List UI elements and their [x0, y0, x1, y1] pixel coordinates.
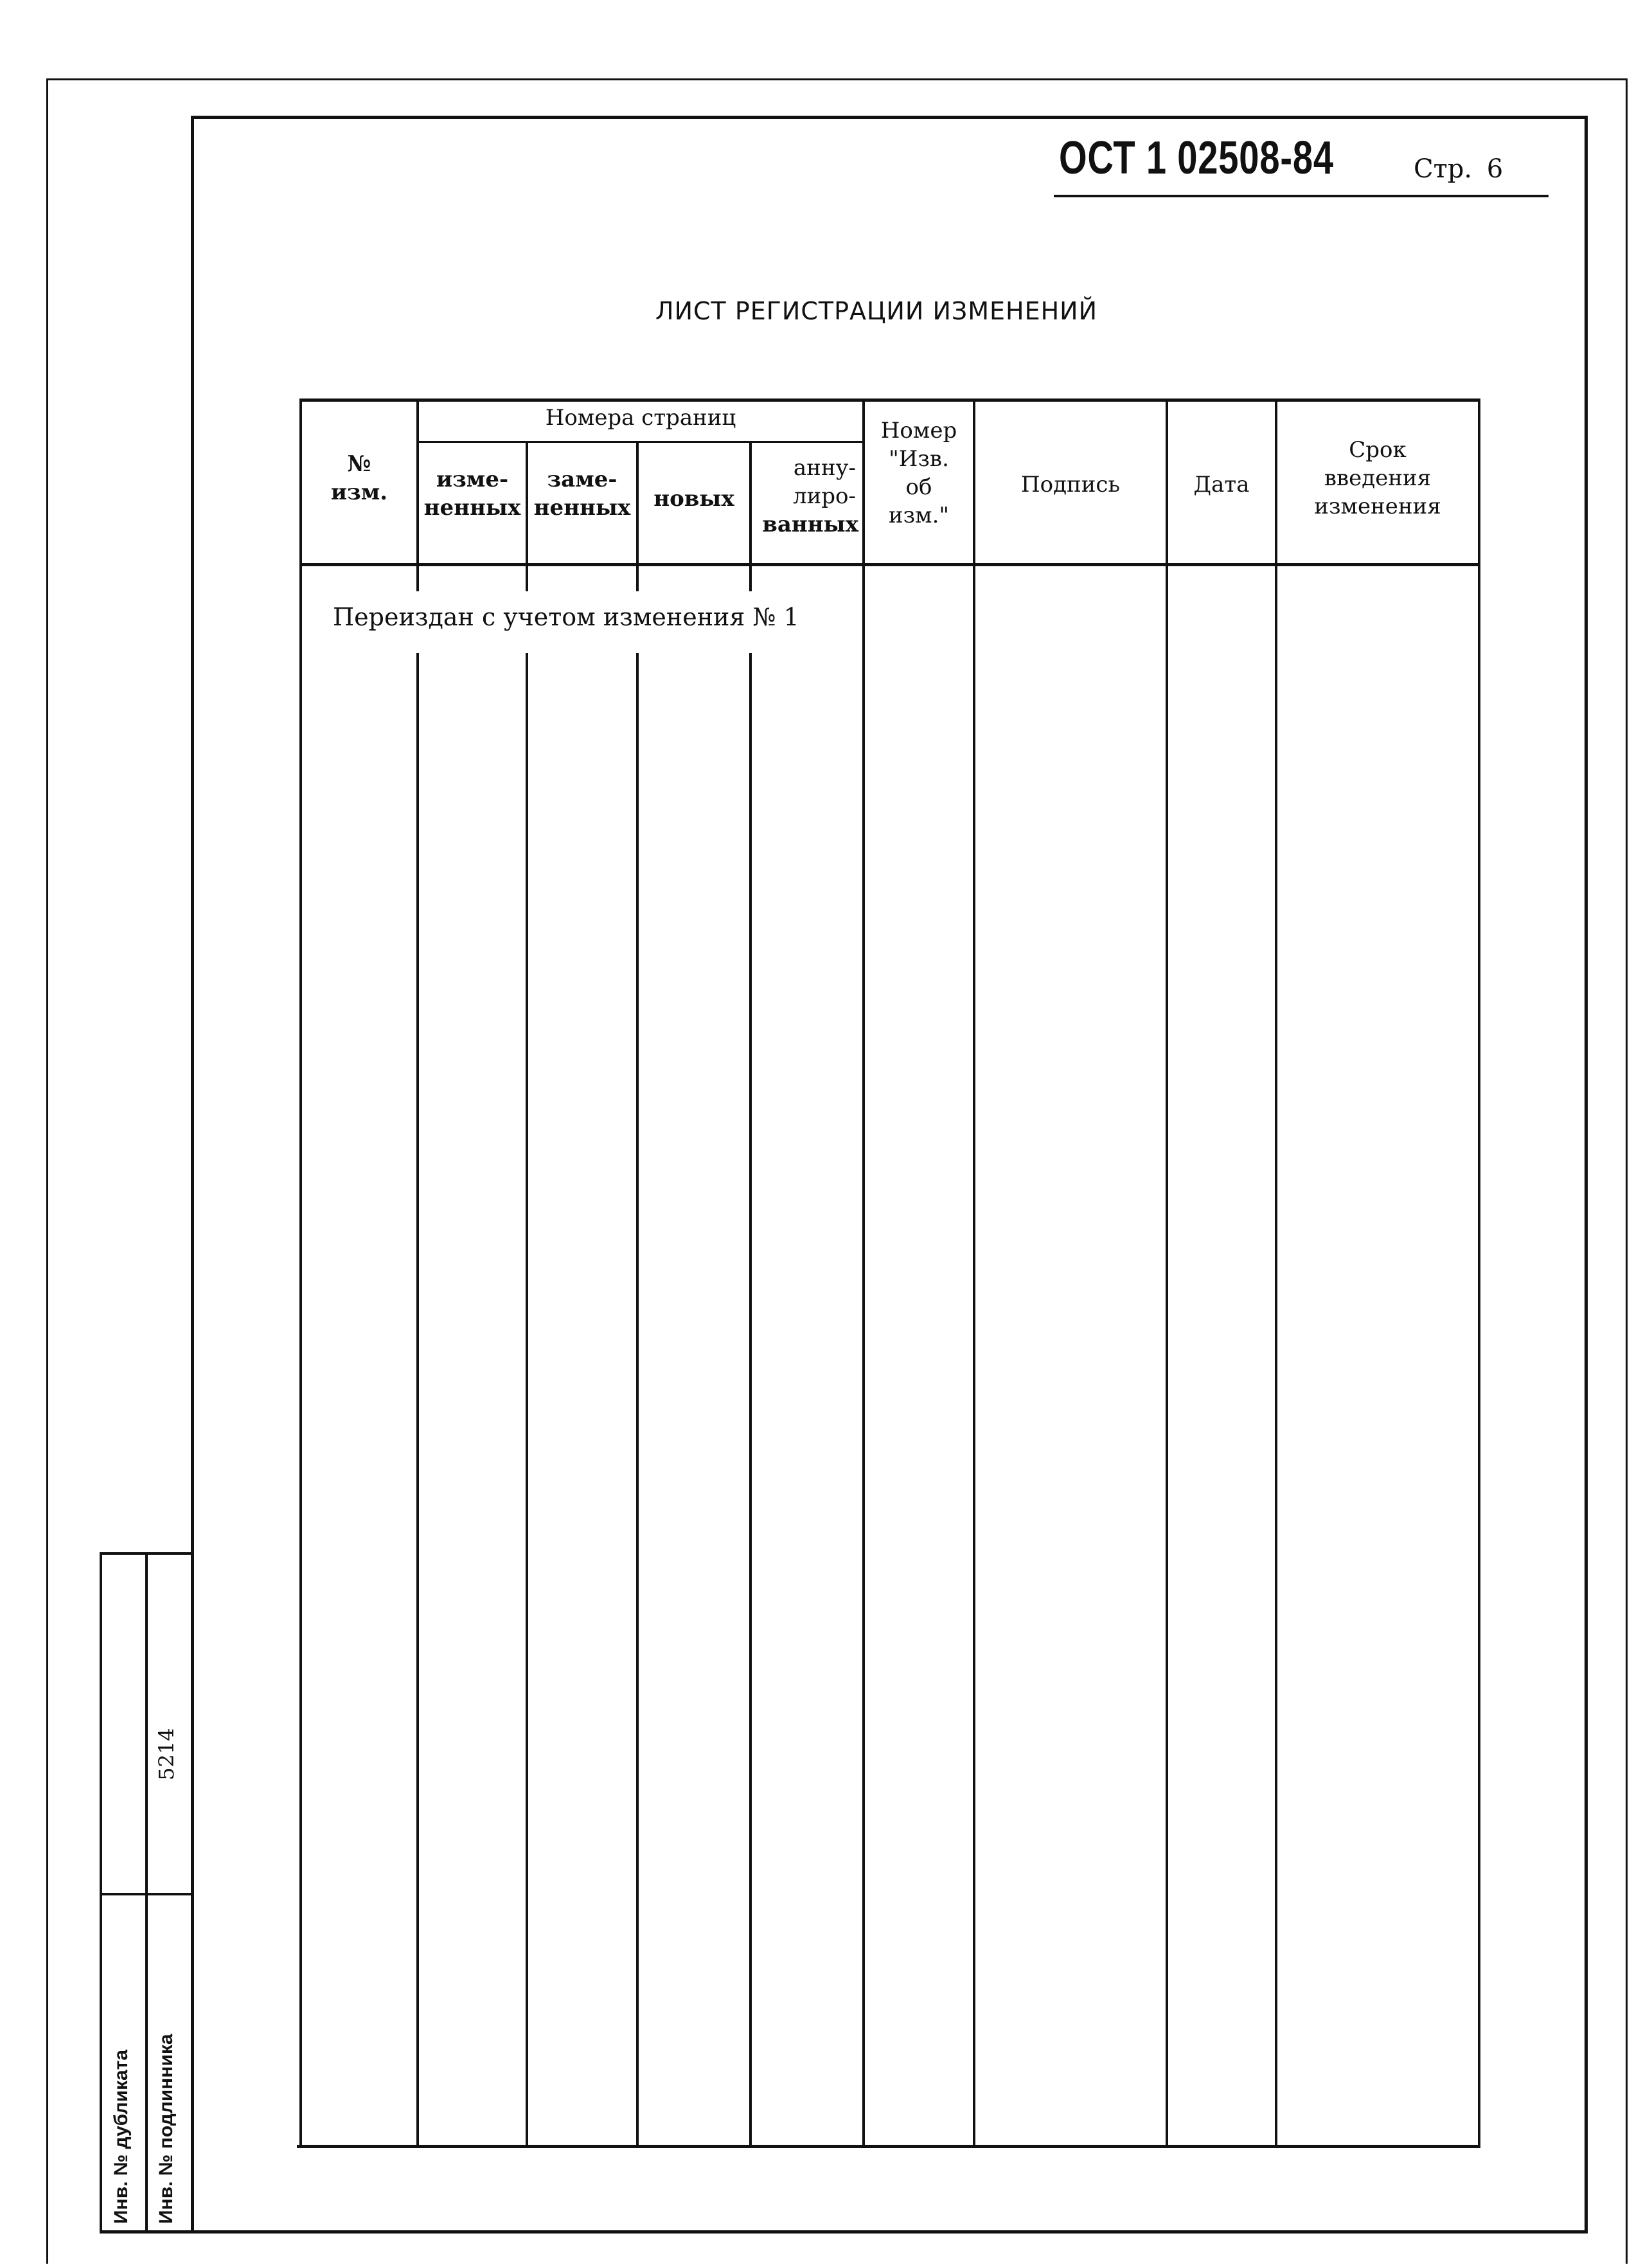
col-podpis-line1: Подпись	[1021, 472, 1120, 497]
col-srok-line1: Срок	[1349, 437, 1407, 463]
col-izmenennyh-line1: изме-	[436, 467, 509, 492]
group-header-page-numbers	[418, 404, 864, 432]
header-underline	[1054, 195, 1549, 197]
table-bottom-border	[297, 2145, 1480, 2148]
col-izmenennyh-line2: ненных	[423, 495, 521, 521]
table-col-line-5	[862, 398, 865, 2147]
table-top-border	[301, 398, 1480, 402]
inv-podlinnika-label: Инв. № подлинника	[155, 2034, 177, 2224]
reissue-note: Переиздан с учетом изменения № 1	[333, 603, 799, 631]
col-num-line1: №	[347, 451, 371, 477]
page-label: Стр.	[1414, 154, 1473, 184]
outer-frame-top	[46, 78, 1627, 80]
col-annul-line1: анну-	[793, 455, 856, 481]
col-annul-line3: ванных	[762, 512, 858, 537]
col-header-novyh	[639, 485, 749, 513]
col-zamenennyh-line2: ненных	[533, 495, 631, 521]
page-frame-right	[1585, 116, 1588, 2234]
col-srok-line2: введения	[1324, 465, 1432, 491]
col-izv-line4: изм."	[888, 503, 950, 528]
outer-frame-right	[1626, 78, 1628, 2264]
col-izv-line1: Номер	[880, 418, 957, 443]
col-header-annulirovannyh	[752, 454, 862, 539]
table-col-line-9	[1478, 398, 1480, 2147]
col-header-zamenennyh	[528, 465, 636, 522]
page-frame-left	[191, 116, 194, 2234]
col-header-podpis	[975, 470, 1166, 499]
table-col-line-8	[1275, 398, 1277, 2147]
table-col-line-1	[416, 398, 419, 2147]
col-data-line1: Дата	[1193, 472, 1250, 497]
sheet-title: ЛИСТ РЕГИСТРАЦИИ ИЗМЕНЕНИЙ	[655, 297, 1098, 325]
col-num-line2: изм.	[330, 479, 388, 505]
col-header-izmenennyh	[419, 465, 526, 522]
group-header-label: Номера страниц	[545, 405, 736, 431]
table-col-line-4	[749, 441, 752, 2147]
inv-podlinnika-value: 5214	[154, 1728, 179, 1780]
table-col-line-7	[1166, 398, 1168, 2147]
table-col-line-2	[526, 441, 528, 2147]
stamp-row-divider	[100, 1893, 193, 1895]
table-col-line-6	[973, 398, 975, 2147]
col-izv-line3: об	[905, 474, 932, 500]
col-header-srok	[1277, 436, 1478, 521]
col-annul-line2: лиро-	[793, 483, 856, 509]
group-header-divider	[418, 441, 864, 443]
table-col-line-0	[299, 398, 302, 2147]
col-header-num-izm	[302, 450, 416, 506]
page-frame-bottom	[100, 2230, 1588, 2234]
page-number: 6	[1486, 154, 1504, 184]
document-code: ОСТ 1 02508-84	[1059, 132, 1334, 184]
page-number-block	[1414, 154, 1503, 184]
table-header-bottom-border	[301, 563, 1480, 566]
inv-dublikata-label: Инв. № дубликата	[111, 2049, 132, 2224]
outer-frame-left	[46, 78, 48, 2264]
page-frame-top	[193, 116, 1587, 119]
col-zamenennyh-line1: заме-	[547, 467, 617, 492]
col-header-nomer-izv	[865, 416, 973, 530]
col-srok-line3: изменения	[1314, 494, 1441, 519]
table-col-line-3	[636, 441, 639, 2147]
col-novyh-line1: новых	[653, 486, 734, 512]
col-header-data	[1168, 470, 1275, 499]
col-izv-line2: "Изв.	[889, 446, 949, 472]
